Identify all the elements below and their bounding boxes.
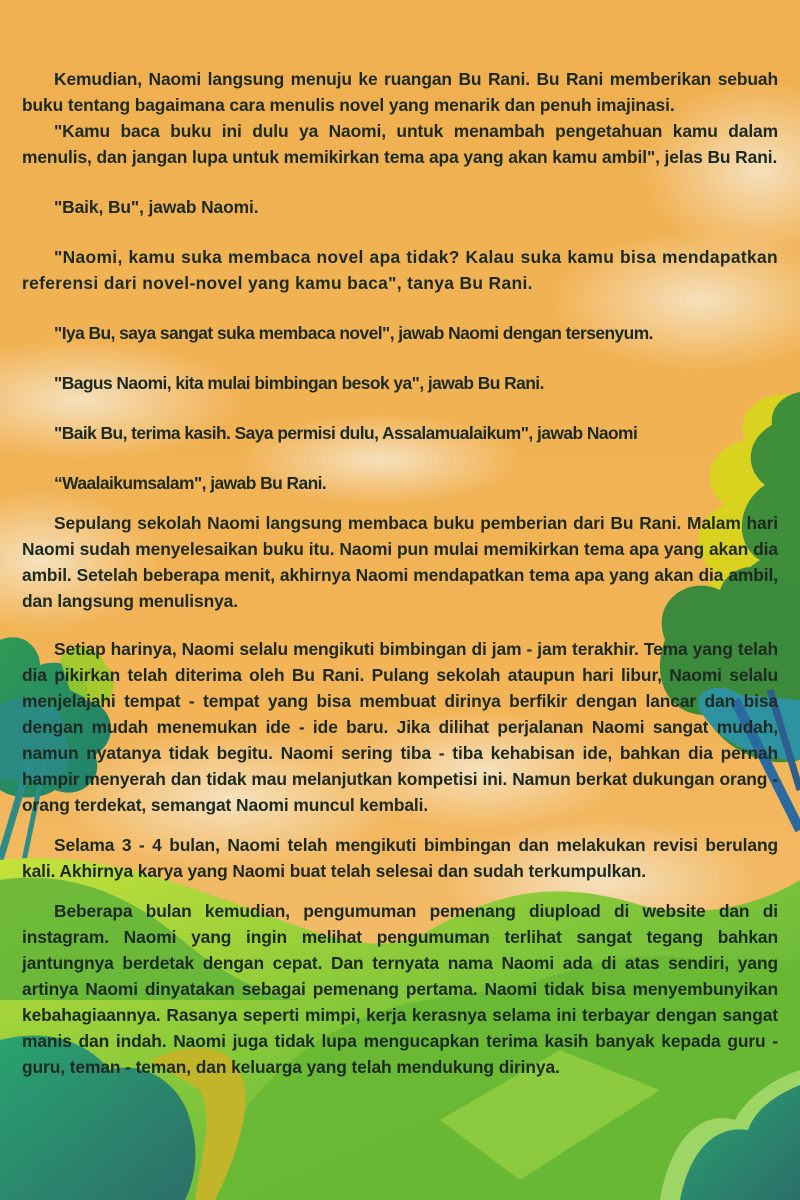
paragraph-dialogue: "Iya Bu, saya sangat suka membaca novel", jawab Naomi dengan tersenyum. [54, 323, 653, 343]
paragraph-dialogue: "Kamu baca buku ini dulu ya Naomi, untuk menambah pengetahuan kamu dalam menulis, dan jangan lupa untuk memikirkan tema apa yang akan kamu ambil", jelas Bu Rani. [22, 121, 778, 167]
paragraph: Setiap harinya, Naomi selalu mengikuti bimbingan di jam - jam terakhir. Tema yang telah dia pikirkan telah diterima oleh Bu Rani. Pulang sekolah ataupun hari libur, Naomi selalu menjelajahi tempat - tempat yang bisa membuat dirinya berfikir dengan lancar dan bisa dengan mudah menemukan ide - ide baru. Jika dilihat perjalanan Naomi sangat mudah, namun nyatanya tidak begitu. Naomi sering tiba - tiba kehabisan ide, bahkan dia pernah hampir menyerah dan tidak mau melanjutkan kompetisi ini. Namun berkat dukungan orang - orang terdekat, semangat Naomi muncul kembali. [22, 639, 778, 815]
paragraph: Sepulang sekolah Naomi langsung membaca buku pemberian dari Bu Rani. Malam hari Naomi sudah menyelesaikan buku itu. Naomi pun mulai memikirkan tema apa yang akan dia ambil. Setelah beberapa menit, akhirnya Naomi mendapatkan tema apa yang akan dia ambil, dan langsung menulisnya. [22, 513, 778, 611]
paragraph: Kemudian, Naomi langsung menuju ke ruangan Bu Rani. Bu Rani memberikan sebuah buku tentang bagaimana cara menulis novel yang menarik dan penuh imajinasi. [22, 69, 778, 115]
paragraph-dialogue: "Baik Bu, terima kasih. Saya permisi dulu, Assalamualaikum", jawab Naomi [54, 423, 638, 443]
paragraph-dialogue: "Baik, Bu", jawab Naomi. [54, 197, 259, 217]
paragraph: Beberapa bulan kemudian, pengumuman pemenang diupload di website dan di instagram. Naomi yang ingin melihat pengumuman terlihat sangat tegang bahkan jantungnya berdetak dengan cepat. Dan ternyata nama Naomi ada di atas sendiri, yang artinya Naomi dinyatakan sebagai pemenang pertama. Naomi tidak bisa menyembunyikan kebahagiaannya. Rasanya seperti mimpi, kerja kerasnya selama ini terbayar dengan sangat manis dan indah. Naomi juga tidak lupa mengucapkan terima kasih banyak kepada guru - guru, teman - teman, dan keluarga yang telah mendukung dirinya. [22, 901, 778, 1077]
paragraph-dialogue: “Waalaikumsalam", jawab Bu Rani. [54, 473, 327, 493]
paragraph: Selama 3 - 4 bulan, Naomi telah mengikuti bimbingan dan melakukan revisi berulang kali. Akhirnya karya yang Naomi buat telah selesai dan sudah terkumpulkan. [22, 835, 778, 881]
paragraph-dialogue: "Naomi, kamu suka membaca novel apa tidak? Kalau suka kamu bisa mendapatkan referensi dari novel-novel yang kamu baca", tanya Bu Rani. [22, 247, 778, 293]
paragraph-dialogue: "Bagus Naomi, kita mulai bimbingan besok ya", jawab Bu Rani. [54, 373, 544, 393]
